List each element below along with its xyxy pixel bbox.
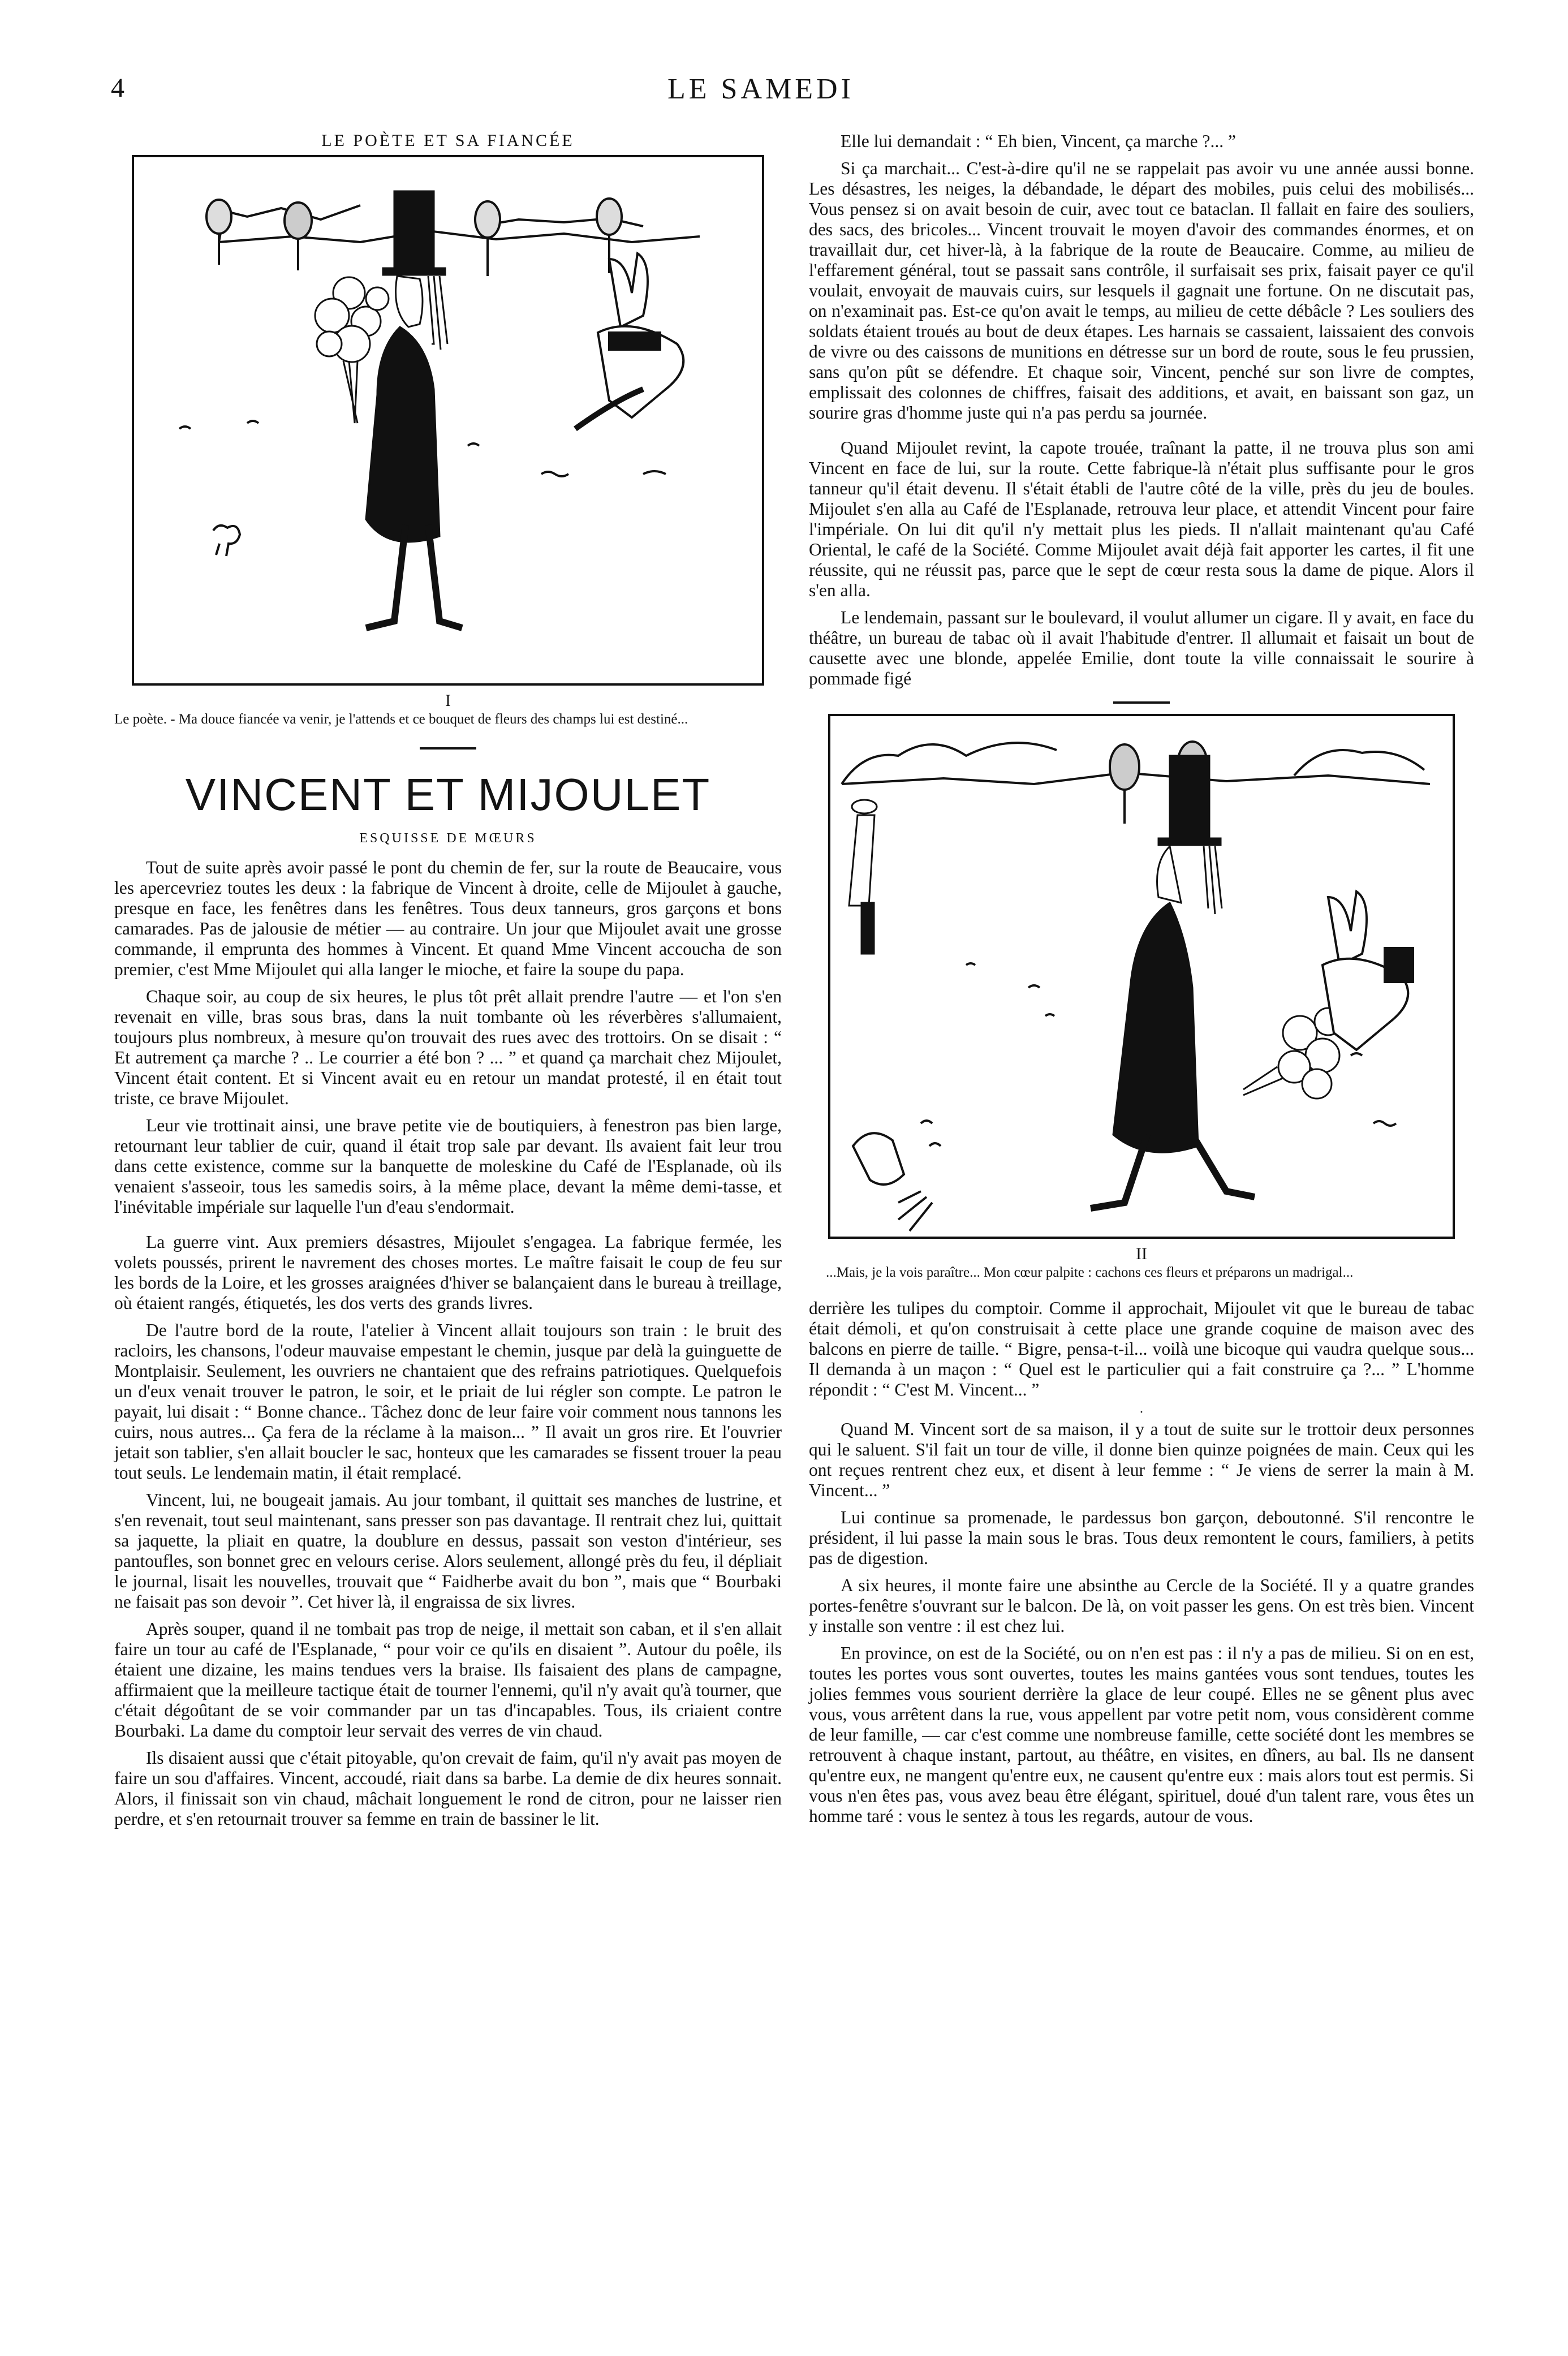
separator-dot: · xyxy=(1139,1406,1144,1420)
paragraph: Chaque soir, au coup de six heures, le plus tôt prêt allait prendre l'autre — et l'on s'en revenait en ville, bras sous bras, dans la nuit tombante où les réverbères s'allumaient, toujours plus nombreux, à mesure qu'on trouvait des rues avec des trottoirs. On se disait : “ Et autrement ça marche ? .. Le courrier a été bon ? ... ” et quand ça marchait chez Mijoulet, Vincent était content. Et si Vincent avait eu en retour un mandat protesté, il en était tout triste, ce brave Mijoulet. xyxy=(114,987,782,1108)
poet-hiding-flowers-drawing xyxy=(830,716,1448,1232)
paragraph: Elle lui demandait : “ Eh bien, Vincent, ça marche ?... ” xyxy=(841,131,1236,151)
figure-2-caption: ...Mais, je la vois paraître... Mon cœur palpite : cachons ces fleurs et préparons un madrigal... xyxy=(826,1265,1354,1280)
paragraph: La guerre vint. Aux premiers désastres, Mijoulet s'engagea. La fabrique fermée, les volets poussés, prirent le navrement des choses mortes. Le maître faisait le coup de feu sur les bords de la Loire, et les grosses araignées d'hiver se balançaient dans le bureau à treillage, où étaient rangés, étiquetés, les dos verts des grands livres. xyxy=(114,1232,782,1313)
page-number: 4 xyxy=(111,73,124,103)
poet-with-bouquet-drawing xyxy=(134,157,757,679)
paragraph: derrière les tulipes du comptoir. Comme il approchait, Mijoulet vit que le bureau de tabac était démoli, et qu'on construisait à cette place une grande coquine de maison avec des balcons en pierre de taille. “ Bigre, pensa-t-il... voilà une bicoque qui vaudra quelque sous... Il demanda à un maçon : “ Quel est le particulier qui a fait construire ça ?... ” L'homme répondit : “ C'est M. Vincent... ” xyxy=(809,1298,1474,1399)
paragraph: Leur vie trottinait ainsi, une brave petite vie de boutiquiers, à fenestron pas bien large, retournant leur tablier de cuir, quand il était trop sale par devant. Ils avaient fait leur trou dans cette existence, comme sur la banquette de moleskine du Café de l'Esplanade, où ils venaient s'asseoir, tous les samedis soirs, à la même place, devant la même demi-tasse, et l'inévitable impériale sur laquelle l'un d'eau s'endormait. xyxy=(114,1115,782,1217)
paragraph: Après souper, quand il ne tombait pas trop de neige, il mettait son caban, et il s'en allait faire un tour au café de l'Esplanade, “ pour voir ce qu'ils en disaient ”. Autour du poêle, ils étaient une dizaine, les mains tendues vers la braise. Ils faisaient des plans de campagne, affirmaient que la meilleure tactique était de tourner l'ennemi, qu'il n'y avait qu'à tourner, que c'était dégoûtant de se voir commander par un tas d'incapables. Tous, ils criaient contre Bourbaki. La dame du comptoir leur servait des verres de vin chaud. xyxy=(114,1619,782,1741)
figure-1-title: LE POÈTE ET SA FIANCÉE xyxy=(321,131,575,150)
figure-1-illustration xyxy=(132,155,764,686)
paragraph: Si ça marchait... C'est-à-dire qu'il ne se rappelait pas avoir vu une année aussi bonne. Les désastres, les neiges, la débandade, le départ des mobiles, puis celui des mobilisés... Vous pensez si on avait besoin de cuir, avec tout ce bataclan. Il fallait en faire des souliers, des sacs, des bricoles... Vincent trouvait le moyen d'avoir des commandes énormes, et on travaillait dur, cet hiver-là, à la fabrique de la route de Beaucaire. Comme, au milieu de l'effarement général, tout se passait sans contrôle, il surfaisait ses prix, faisait payer ce qu'il voulait, envoyait de mauvais cuirs, sur lesquels il gagnait une fortune. On ne discutait pas, on n'examinait pas. Est-ce qu'on avait le temps, au milieu de cette débâcle ? Les souliers des soldats étaient troués au bout de deux étapes. Les harnais se cassaient, laissaient des convois de vivre ou des caissons de munitions en détresse sur un bord de route, sous le feu prussien, sans qu'on pût se défendre. Et chaque soir, Vincent, penché sur son livre de comptes, emplissait des colonnes de chiffres, faisait des additions, et avait, en baissant son gaz, un sourire gras d'homme juste qui n'a pas perdu sa journée. xyxy=(809,158,1474,423)
divider xyxy=(1113,701,1170,704)
figure-1-caption: Le poète. - Ma douce fiancée va venir, je l'attends et ce bouquet de fleurs des champs lui est destiné... xyxy=(114,712,688,727)
figure-2-illustration xyxy=(828,714,1455,1239)
figure-2-number: II xyxy=(1136,1244,1147,1263)
figure-1-number: I xyxy=(445,691,451,710)
paragraph: Vincent, lui, ne bougeait jamais. Au jour tombant, il quittait ses manches de lustrine, et s'en revenait, tout seul maintenant, sans presser son pas davantage. Il rentrait chez lui, quittait sa jaquette, la pliait en quatre, la doublure en dessus, passait son veston d'intérieur, ses pantoufles, son bonnet grec en velours cerise. Alors seulement, allongé près du feu, il dépliait le journal, lisait les nouvelles, trouvait que “ Faidherbe avait du bon ”, mais que “ Bourbaki ne faisait pas son devoir ”. Cet hiver là, il engraissa de six livres. xyxy=(114,1490,782,1612)
paragraph: En province, on est de la Société, ou on n'en est pas : il n'y a pas de milieu. Si on en est, toutes les portes vous sont ouvertes, toutes les mains gantées vous sont tendues, toutes les jolies femmes vous sourient derrière la glace de leur coupé. Elles ne se gênent plus avec vous, vous arrêtent dans la rue, vous appellent par votre petit nom, vous considèrent comme de leur famille, — car c'est comme une nombreuse famille, cette société dont les membres se retrouvent à chaque instant, partout, au théâtre, en visites, en dîners, au bal. Ils ne dansent qu'entre eux, ne mangent qu'entre eux, ne causent qu'entre eux : mais alors tout est permis. Si vous n'en êtes pas, vous avez beau être élégant, spirituel, doué d'un talent rare, vous êtes un homme taré : vous le sentez à tous les regards, autour de vous. xyxy=(809,1643,1474,1826)
paragraph: Quand Mijoulet revint, la capote trouée, traînant la patte, il ne trouva plus son ami Vincent en face de lui, sur la route. Cette fabrique-là n'était plus suffisante pour le gros tanneur qu'il était devenu. Il s'était établi de l'autre côté de la ville, près du jeu de boules. Mijoulet s'en alla au Café de l'Esplanade, retrouva leur place, et attendit Vincent pour faire l'impériale. On lui dit qu'il n'y mettait plus les pieds. Il n'allait maintenant qu'au Café Oriental, le café de la Société. Comme Mijoulet avait déjà fait apporter les cartes, il fit une réussite, qui ne réussit pas, parce que le sept de cœur resta sous la dame de pique. Alors il s'en alla. xyxy=(809,438,1474,600)
paragraph: A six heures, il monte faire une absinthe au Cercle de la Société. Il y a quatre grandes portes-fenêtre s'ouvrant sur le balcon. De là, on voit passer les gens. On est très bien. Vincent y installe son ventre : il est chez lui. xyxy=(809,1575,1474,1636)
masthead: LE SAMEDI xyxy=(667,73,854,105)
paragraph: Tout de suite après avoir passé le pont du chemin de fer, sur la route de Beaucaire, vous les apercevriez toutes les deux : la fabrique de Vincent à droite, celle de Mijoulet à gauche, presque en face, les fenêtres dans les fenêtres. Tous deux tanneurs, gros garçons et bons camarades. Pas de jalousie de métier — au contraire. Un jour que Mijoulet avait une grosse commande, il emprunta des hommes à Vincent. Et quand Mme Vincent accoucha de son premier, c'est Mme Mijoulet qui alla langer le mioche, et faire la soupe du papa. xyxy=(114,858,782,979)
left-column xyxy=(114,131,782,1836)
article-title: VINCENT ET MIJOULET xyxy=(185,769,711,820)
paragraph: De l'autre bord de la route, l'atelier à Vincent allait toujours son train : le bruit des racloirs, les chansons, l'odeur mauvaise empestant le chemin, jusque par delà la guinguette de Montplaisir. Seulement, les ouvriers ne chantaient que des refrains patriotiques. Quelquefois un d'eux venait trouver le patron, le soir, et le priait de lui régler son compte. Le patron le payait, lui disait : “ Bonne chance.. Tâchez donc de leur faire voir comment nous tannons les cuirs, nous autres... Ça fera de la réclame à la maison... ” Il avait un gros rire. Et l'ouvrier jetait son tablier, s'en allait boucler le sac, honteux que les camarades se fissent trouer la peau tout seuls. Le lendemain matin, il était remplacé. xyxy=(114,1320,782,1483)
paragraph: Quand M. Vincent sort de sa maison, il y a tout de suite sur le trottoir deux personnes qui le saluent. S'il fait un tour de ville, il donne bien quinze poignées de main. Ceux qui les ont reçues rentrent chez eux, et disent à leur femme : “ Je viens de serrer la main à M. Vincent... ” xyxy=(809,1419,1474,1500)
paragraph: Le lendemain, passant sur le boulevard, il voulut allumer un cigare. Il y avait, en face du théâtre, un bureau de tabac où il avait l'habitude d'entrer. Il allumait et faisait un bout de causette avec une blonde, appelée Emilie, dont toute la ville connaissait le sourire à pommade figé xyxy=(809,608,1474,688)
article-left-body xyxy=(114,858,782,1829)
paragraph: Ils disaient aussi que c'était pitoyable, qu'on crevait de faim, qu'il n'y avait pas moyen de faire un sou d'affaires. Vincent, accoudé, riait dans sa barbe. La demie de dix heures sonnait. Alors, il finissait son vin chaud, mâchait longuement le rond de citron, pour ne laisser rien perdre, et s'en retournait trouver sa femme en train de bassiner le lit. xyxy=(114,1748,782,1829)
article-subtitle: ESQUISSE DE MŒURS xyxy=(359,831,537,846)
right-column xyxy=(809,131,1474,1833)
paragraph: Lui continue sa promenade, le pardessus bon garçon, deboutonné. S'il rencontre le président, il lui passe la main sous le bras. Tous deux remontent le cours, familiers, à petits pas de digestion. xyxy=(809,1508,1474,1568)
divider xyxy=(420,747,476,750)
